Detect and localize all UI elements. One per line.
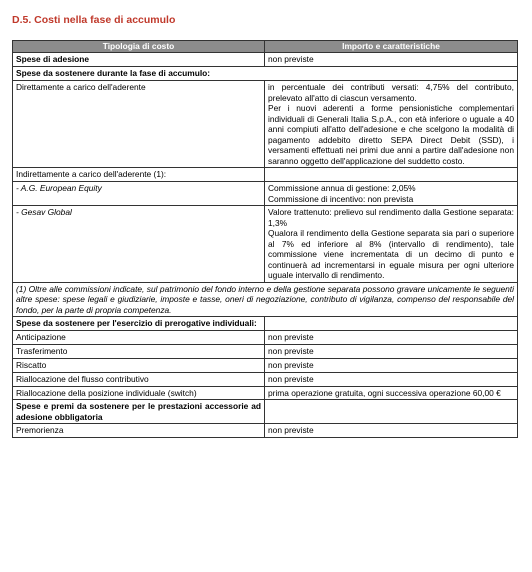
footnote: (1) Oltre alle commissioni indicate, sul patrimonio del fondo interno e della gestione separata possono gravare unicamente le seguenti altre spese: spese legali e giudiziarie, imposte e tasse, oneri di negoziazione, contributo di vigilanza, compenso del responsabile del fondo, per la parte di propria competenza. — [13, 282, 518, 317]
row-section-heading: Spese da sostenere durante la fase di accumulo: — [13, 67, 518, 81]
row-value — [265, 182, 518, 206]
row-label: Riscatto — [13, 358, 265, 372]
row-value: non previste — [265, 358, 518, 372]
row-value-empty — [265, 317, 518, 331]
table-row — [13, 424, 518, 438]
row-value-empty — [265, 168, 518, 182]
row-label: Premorienza — [13, 424, 265, 438]
table-row — [13, 317, 518, 331]
value-line: Commissione di incentivo: non prevista — [268, 193, 414, 204]
value-paragraph: Per i nuovi aderenti a forme pensionistiche complementari individuali di Generali Italia S.p.A., con età inferiore o uguale a 40 anni compiuti all'atto dell'adesione e che scelgono la modalità di pagamento addebito diretto SEPA Direct Debit (SSD), i versamenti effettuati nei primi due anni a partire dall'adesione non saranno oggetto dell'applicazione del suddetto costo. — [268, 103, 514, 166]
row-value: non previste — [265, 330, 518, 344]
table-row — [13, 81, 518, 168]
value-paragraph: Valore trattenuto: prelievo sul rendimento dalla Gestione separata: 1,3% — [268, 207, 514, 228]
row-section-heading: Spese da sostenere per l'esercizio di prerogative individuali: — [13, 317, 265, 331]
row-value: prima operazione gratuita, ogni successiva operazione 60,00 € — [265, 386, 518, 400]
row-label: - A.G. European Equity — [13, 182, 265, 206]
header-importo: Importo e caratteristiche — [265, 41, 518, 53]
value-paragraph: in percentuale dei contributi versati: 4,75% del contributo, prelevato all'atto di ciascun versamento. — [268, 82, 514, 103]
row-value: non previste — [265, 424, 518, 438]
row-section-heading: Spese e premi da sostenere per le prestazioni accessorie ad adesione obbligatoria — [13, 400, 265, 424]
table-header-row — [13, 41, 518, 53]
table-row — [13, 67, 518, 81]
table-row — [13, 358, 518, 372]
row-label: Riallocazione della posizione individuale (switch) — [13, 386, 265, 400]
row-value — [265, 81, 518, 168]
table-row — [13, 372, 518, 386]
row-value: non previste — [265, 53, 518, 67]
header-tipologia: Tipologia di costo — [13, 41, 265, 53]
table-row — [13, 182, 518, 206]
value-line: Commissione annua di gestione: 2,05% — [268, 183, 416, 193]
row-label: - Gesav Global — [13, 206, 265, 283]
row-label: Trasferimento — [13, 344, 265, 358]
row-value-empty — [265, 400, 518, 424]
row-label: Anticipazione — [13, 330, 265, 344]
table-row — [13, 282, 518, 317]
row-label: Spese di adesione — [13, 53, 265, 67]
costs-table — [12, 40, 518, 438]
row-value: non previste — [265, 372, 518, 386]
value-paragraph: Qualora il rendimento della Gestione separata sia pari o superiore al 7% ed inferiore al 8% (intervallo di rendimento), tale commissione viene incrementata di un decimo di punto e continuerà ad incrementarsi in eguale misura per ogni ulteriore uguale intervallo di rendimento. — [268, 228, 514, 280]
row-label: Riallocazione del flusso contributivo — [13, 372, 265, 386]
table-row — [13, 344, 518, 358]
row-value — [265, 206, 518, 283]
table-row — [13, 206, 518, 283]
table-row — [13, 400, 518, 424]
table-row — [13, 168, 518, 182]
table-row — [13, 330, 518, 344]
table-row — [13, 386, 518, 400]
row-label: Direttamente a carico dell'aderente — [13, 81, 265, 168]
row-label: Indirettamente a carico dell'aderente (1): — [13, 168, 265, 182]
row-value: non previste — [265, 344, 518, 358]
table-row — [13, 53, 518, 67]
section-title: D.5. Costi nella fase di accumulo — [12, 14, 176, 26]
